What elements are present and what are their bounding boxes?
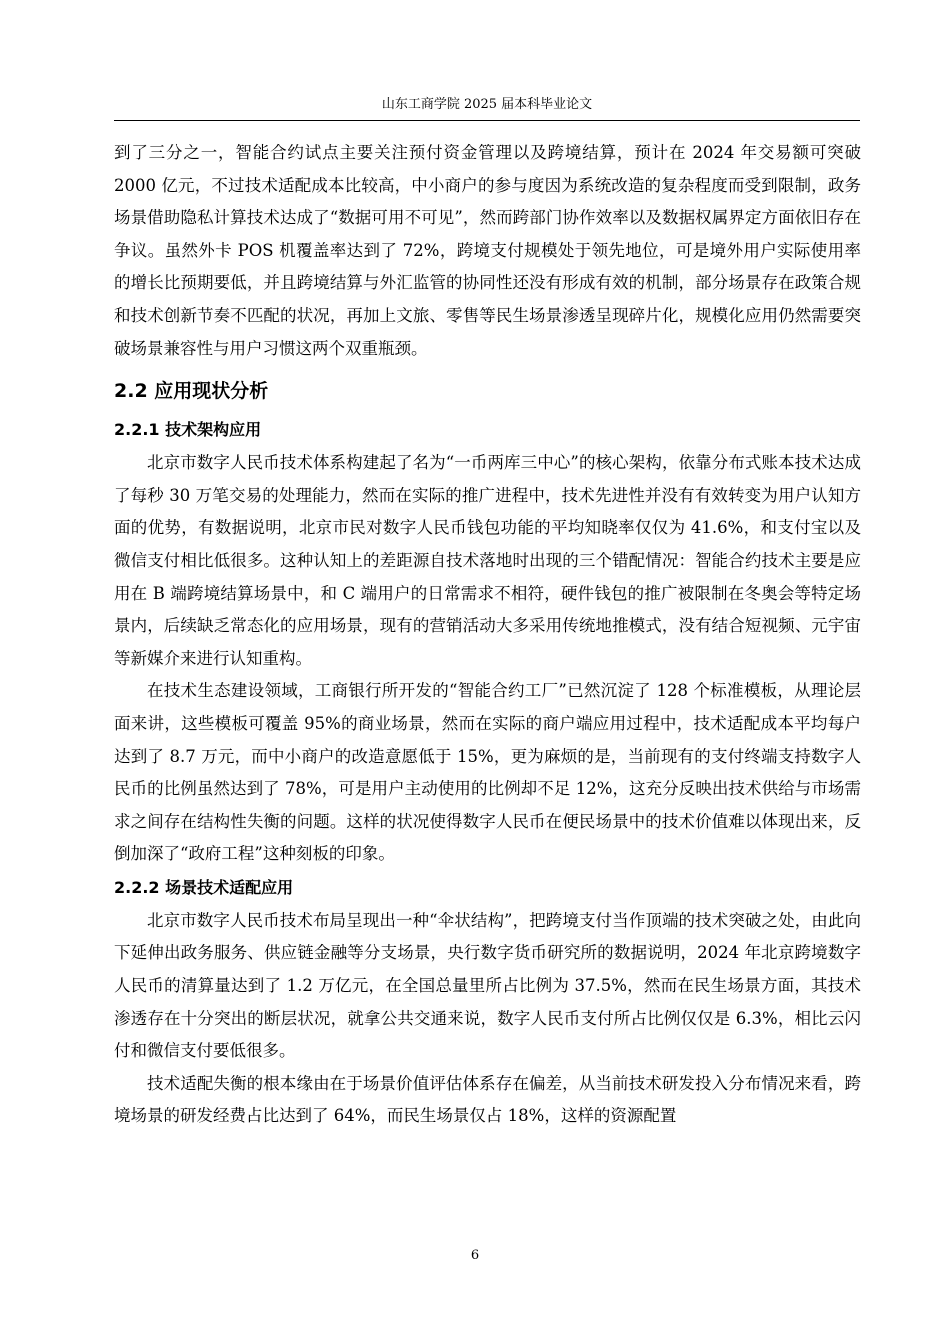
paragraph-tech-ecosystem: 在技术生态建设领域，工商银行所开发的“智能合约工厂”已然沉淀了 128 个标准模板，从理论层面来讲，这些模板可覆盖 95%的商业场景，然而在实际的商户端应用过程中，技术适配成本平均每户达到了 8.7 万元，而中小商户的改造意愿低于 15%，更为麻烦的是，当前现有的支付终端支持数字人民币的比例虽然达到了 78%，可是用户主动使用的比例却不足 12%，这充分反映出技术供给与市场需求之间存在结构性失衡的问题。这样的状况使得数字人民币在便民场景中的技术价值难以体现出来，反倒加深了“政府工程”这种刻板的印象。 — [114, 681, 861, 864]
paragraph-continued: 到了三分之一，智能合约试点主要关注预付资金管理以及跨境结算，预计在 2024 年交易额可突破 2000 亿元，不过技术适配成本比较高，中小商户的参与度因为系统改造的复杂程度而受到限制，政务场景借助隐私计算技术达成了“数据可用不可见”，然而跨部门协作效率以及数据权属界定方面依旧存在争议。虽然外卡 POS 机覆盖率达到了 72%，跨境支付规模处于领先地位，可是境外用户实际使用率的增长比预期要低，并且跨境结算与外汇监管的协同性还没有形成有效的机制，部分场景存在政策合规和技术创新节奏不匹配的状况，再加上文旅、零售等民生场景渗透呈现碎片化，规模化应用仍然需要突破场景兼容性与用户习惯这两个双重瓶颈。 — [114, 143, 861, 358]
section-heading-2-2-1: 2.2.1 技术架构应用 — [114, 420, 262, 440]
paragraph-scene-layout: 北京市数字人民币技术布局呈现出一种“伞状结构”，把跨境支付当作顶端的技术突破之处，由此向下延伸出政务服务、供应链金融等分支场景，央行数字货币研究所的数据说明，2024 年北京跨境数字人民币的清算量达到了 1.2 万亿元，在全国总量里所占比例为 37.5%，然而在民生场景方面，其技术渗透存在十分突出的断层状况，就拿公共交通来说，数字人民币支付所占比例仅仅是 6.3%，相比云闪付和微信支付要低很多。 — [114, 910, 861, 1061]
page-body — [114, 137, 861, 1133]
paragraph-adaptation-imbalance: 技术适配失衡的根本缘由在于场景价值评估体系存在偏差，从当前技术研发投入分布情况来看，跨境场景的研发经费占比达到了 64%，而民生场景仅占 18%，这样的资源配置 — [114, 1073, 861, 1126]
page-header: 山东工商学院 2025 届本科毕业论文 — [381, 97, 593, 112]
page-number: 6 — [470, 1248, 480, 1263]
section-heading-2-2: 2.2 应用现状分析 — [114, 380, 269, 403]
header-divider — [114, 120, 860, 121]
section-heading-2-2-2: 2.2.2 场景技术适配应用 — [114, 877, 294, 897]
paragraph-tech-architecture: 北京市数字人民币技术体系构建起了名为“一币两库三中心”的核心架构，依靠分布式账本技术达成了每秒 30 万笔交易的处理能力，然而在实际的推广进程中，技术先进性并没有有效转变为用户认知方面的优势，有数据说明，北京市民对数字人民币钱包功能的平均知晓率仅仅为 41.6%，和支付宝以及微信支付相比低很多。这种认知上的差距源自技术落地时出现的三个错配情况：智能合约技术主要是应用在 B 端跨境结算场景中，和 C 端用户的日常需求不相符，硬件钱包的推广被限制在冬奥会等特定场景内，后续缺乏常态化的应用场景，现有的营销活动大多采用传统地推模式，没有结合短视频、元宇宙等新媒介来进行认知重构。 — [114, 453, 861, 668]
